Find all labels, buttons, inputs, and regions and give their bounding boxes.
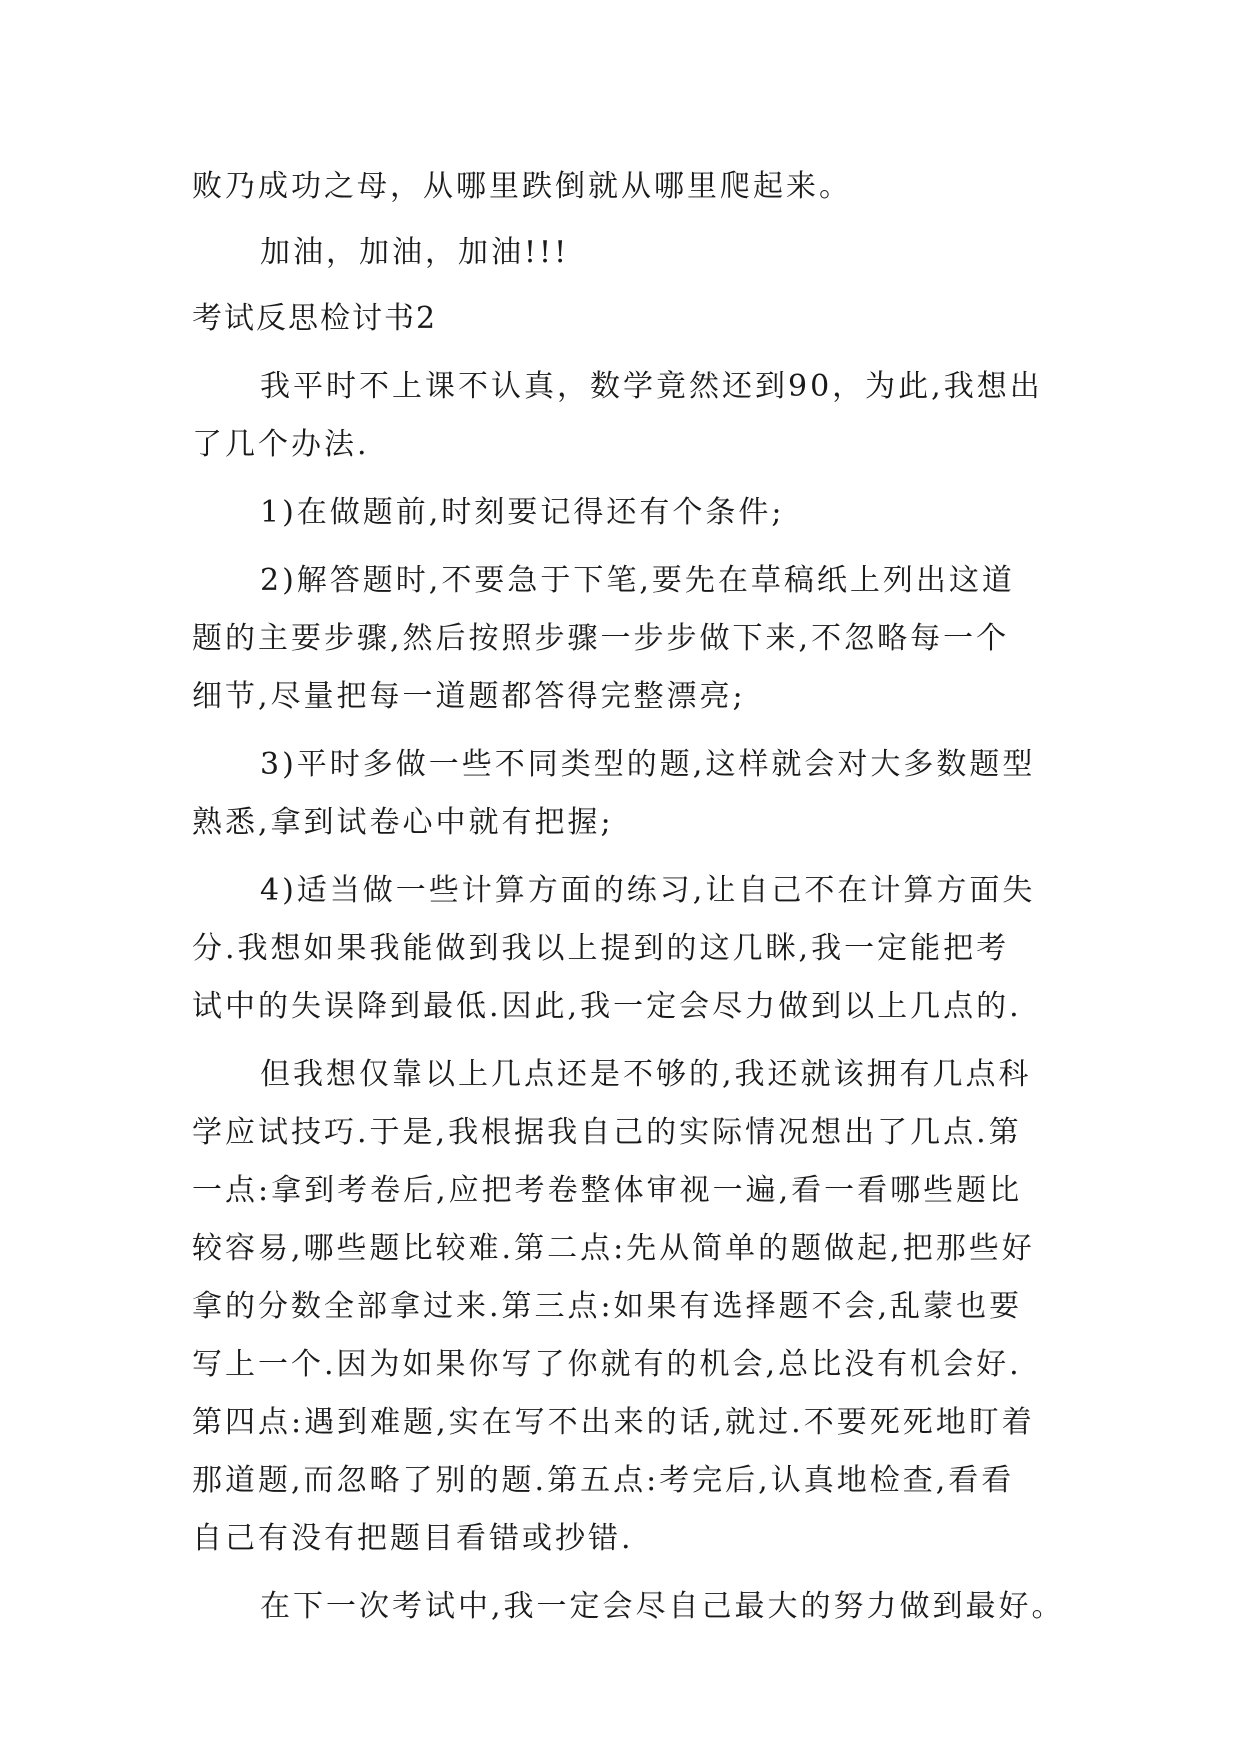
document-body: [192, 158, 1065, 1636]
paragraph-line: 写上一个.因为如果你写了你就有的机会,总比没有机会好.: [192, 1347, 1022, 1382]
list-item-continuation: 分.我想如果我能做到我以上提到的这几眯,我一定能把考: [192, 931, 1010, 966]
paragraph-line: 较容易,哪些题比较难.第二点:先从简单的题做起,把那些好: [192, 1231, 1035, 1266]
paragraph-line: 败乃成功之母，从哪里跌倒就从哪里爬起来。: [192, 169, 852, 204]
list-item-continuation: 试中的失误降到最低.因此,我一定会尽力做到以上几点的.: [192, 989, 1022, 1024]
paragraph-line: 那道题,而忽略了别的题.第五点:考完后,认真地检查,看看: [192, 1463, 1015, 1498]
paragraph-line: 但我想仅靠以上几点还是不够的,我还就该拥有几点科: [260, 1057, 1032, 1092]
paragraph-line: 我平时不上课不认真，数学竟然还到90，为此,我想出: [260, 369, 1043, 404]
paragraph-line: 自己有没有把题目看错或抄错.: [192, 1521, 634, 1556]
paragraph-line: 加油，加油，加油!!!: [260, 235, 570, 270]
list-item-continuation: 细节,尽量把每一道题都答得完整漂亮;: [192, 679, 746, 714]
section-heading: 考试反思检讨书2: [192, 301, 438, 336]
paragraph-line: 学应试技巧.于是,我根据我自己的实际情况想出了几点.第: [192, 1115, 1022, 1150]
paragraph-line: 第四点:遇到难题,实在写不出来的话,就过.不要死死地盯着: [192, 1405, 1035, 1440]
list-item: 3)平时多做一些不同类型的题,这样就会对大多数题型: [260, 747, 1036, 782]
list-item: 2)解答题时,不要急于下笔,要先在草稿纸上列出这道: [260, 563, 1015, 598]
paragraph-line: 拿的分数全部拿过来.第三点:如果有选择题不会,乱蒙也要: [192, 1289, 1023, 1324]
list-item: 4)适当做一些计算方面的练习,让自己不在计算方面失: [260, 873, 1036, 908]
list-item-continuation: 熟悉,拿到试卷心中就有把握;: [192, 805, 614, 840]
paragraph-line: 一点:拿到考卷后,应把考卷整体审视一遍,看一看哪些题比: [192, 1173, 1023, 1208]
list-item-continuation: 题的主要步骤,然后按照步骤一步步做下来,不忽略每一个: [192, 621, 1010, 656]
paragraph-line: 了几个办法.: [192, 427, 370, 462]
paragraph-line: 在下一次考试中,我一定会尽自己最大的努力做到最好。: [260, 1589, 1065, 1624]
list-item: 1)在做题前,时刻要记得还有个条件;: [260, 495, 785, 530]
